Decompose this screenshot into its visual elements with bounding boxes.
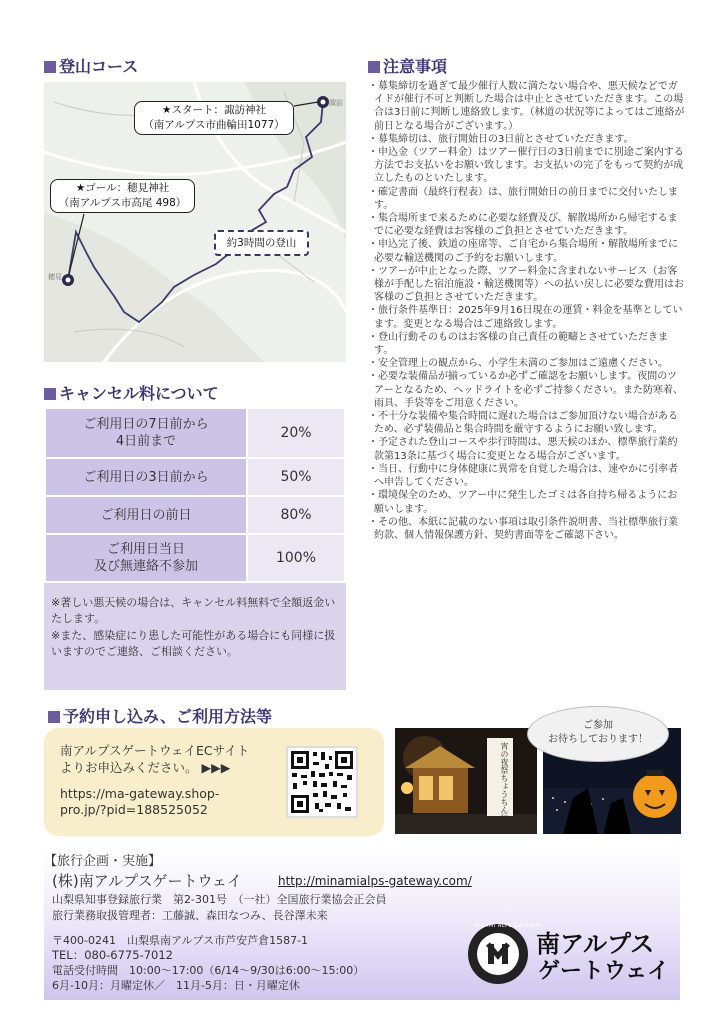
notes-section-title [368,54,447,77]
cancel-period-cell [45,408,247,458]
lantern-text: 宵の夜祭 [500,742,509,774]
reserve-section-title [48,704,272,727]
table-row [45,496,345,534]
list-item: ・予定された登山コースや歩行時間は、悪天候のほか、標準旅行業約款第13条に基づく場合に変更となる場合がございます。 [368,437,678,462]
period-line: ご利用日の3日前から [83,469,209,485]
cancel-note: ※著しい悪天候の場合は、キャンセル料無料で全額返金いたします。 [51,596,336,625]
bullet-square-icon [44,61,56,73]
list-item: ・その他、本紙に記載のない事項は取引条件説明書、当社標準旅行業約款、個人情報保護方針、契約書面等をご確認下さい。 [368,516,678,541]
start-label-box [134,101,294,135]
tel-text[interactable]: TEL：080-6775-7012 [52,948,173,962]
cancel-fee-cell: 100% [247,534,345,582]
period-line: 及び無連絡不参加 [93,559,198,574]
website-link[interactable]: http://minamialps-gateway.com/ [278,874,472,888]
manager-text: 旅行業務取扱管理者：工藤誠、森田なつみ、長谷澤未来 [52,909,328,922]
table-row [45,534,345,582]
bubble-line: お待ちしております！ [548,734,648,745]
notes-title-text: 注意事項 [383,57,448,76]
map-marker-goal-label: 穂見 [48,273,62,281]
company-name: (株)南アルプスゲートウェイ [52,872,242,890]
course-section-title [44,54,138,77]
list-item: ・環境保全のため、ツアー中に発生したゴミは各自持ち帰るようにお願いします。 [368,490,678,515]
list-item: ・確定書面（最終行程表）は、旅行開始日の前日までに交付いたします。 [368,186,678,211]
logo-circle-icon [466,922,530,986]
cancel-fee-cell: 80% [247,496,345,534]
cancel-section-title [44,381,219,404]
map-marker-start-label: 諏訪 [329,99,343,107]
cancel-period-cell [45,534,247,582]
list-item: ・登山行動そのものはお客様の自己責任の範疇とさせていただきます。 [368,331,668,357]
festival-photo-graphic [395,728,537,834]
goal-label: ★ゴール：穂見神社 [75,182,170,194]
logo-text-line: 南アルプス [536,930,655,958]
list-item: ・募集締切は、旅行開始日の3日前とさせていただきます。 [368,133,634,145]
period-line: 4日前まで [115,434,177,449]
festival-photo [395,728,537,834]
list-item: ・安全管理上の観点から、小学生未満のご参加はご遠慮ください。 [368,358,668,370]
period-line: ご利用日当日 [106,542,185,557]
holidays-text: 6月-10月：月曜定休／ 11月-5月：日・月曜定休 [52,979,300,992]
list-item: ・当日、行動中に身体健康に異常を自覚した場合は、速やかに引率者へ申告してください。 [368,463,678,489]
reserve-title-text: 予約申し込み、ご利用方法等 [63,707,272,726]
start-address: （南アルプス市曲輪田1077） [143,119,285,131]
list-item: ・必要な装備品が揃っているか必ずご確認をお願いします。夜間のツアーとなるため、ヘッドライトを必ずご持参ください。また防寒着、雨具、手袋等をご用意ください。 [368,371,683,409]
bubble-line: ご参加 [583,720,613,731]
logo-circle-text: MINAMI ALPS GATEWAY [474,923,542,929]
footer-heading: 【旅行企画・実施】 [44,854,162,869]
company-logo [466,922,681,986]
notes-list [368,80,686,542]
lantern-text: ちょうちん行列 [500,774,509,830]
list-item: ・旅行条件基準日：2025年9月16日現在の運賃・料金を基準としています。変更となる場合はご連絡致します。 [368,305,683,330]
shop-url-link[interactable]: pro.jp/?pid=188525052 [60,802,208,817]
reserve-text-line: 南アルプスゲートウェイECサイト [60,743,250,758]
qr-code-graphic [288,748,356,816]
logo-text-line: ゲートウェイ [538,959,670,984]
list-item: ・申込完了後、鉄道の座席等、ご自宅から集合場所・解散場所までに必要な輸送機関のご予約をお願いします。 [368,239,678,264]
cancel-fee-cell: 50% [247,458,345,496]
bullet-square-icon [368,61,380,73]
reserve-text-line: よりお申込みください。 ▶▶▶ [60,760,231,775]
cancel-period-cell [45,458,247,496]
lantern-banner-text [491,742,509,830]
shop-url-link[interactable]: https://ma-gateway.shop- [60,786,220,801]
course-title-text: 登山コース [59,57,139,76]
cancel-note: ※また、感染症にり患した可能性がある場合にも同様に扱いますのでご連絡、ご相談ください。 [51,629,336,658]
list-item: ・集合場所まで来るために必要な経費及び、解散場所から帰宅するまでに必要な経費はお客様のご負担とさせていただきます。 [368,213,678,238]
bullet-square-icon [44,388,56,400]
registration-text: 山梨県知事登録旅行業 第2-301号 （一社）全国旅行業協会正会員 [52,893,387,906]
course-map [44,82,346,362]
period-line: ご利用日の7日前から [83,417,209,432]
qr-code[interactable] [286,746,358,818]
cancel-fee-table [44,407,346,583]
bullet-square-icon [48,711,60,723]
cancel-notes [51,595,341,661]
address-text: 〒400-0241 山梨県南アルプス市芦安芦倉1587-1 [52,934,309,947]
list-item: ・募集締切を過ぎて最少催行人数に満たない場合や、悪天候などでガイドが催行不可と判断した場合は中止とさせていただきます。この場合は3日前に判断し連絡致します。（林道の状況等によってはご連絡が前日となる場合がございます。） [368,81,685,132]
goal-label-box [50,179,195,213]
start-label: ★スタート：諏訪神社 [162,104,266,116]
cancel-period-cell [45,496,247,534]
table-row [45,458,345,496]
list-item: ・ツアーが中止となった際、ツアー料金に含まれないサービス（お客様が手配した宿泊施設・輸送機関等）への払い戻しに必要な費用はお客様のご負担とさせていただきます。 [368,265,684,304]
duration-label: 約3時間の登山 [214,230,309,256]
table-row [45,408,345,458]
list-item: ・不十分な装備や集合時間に遅れた場合はご参加頂けない場合があるため、必ず装備品と集合時間を厳守するようにお願い致します。 [368,411,678,436]
speech-bubble [527,706,669,762]
goal-address: （南アルプス市高尾 498） [58,197,187,209]
list-item: ・申込金（ツアー料金）はツアー催行日の3日前までに別途ご案内する方法でお支払いをお願い致します。お支払いの完了をもって契約が成立したものといたします。 [368,147,684,185]
hours-text: 電話受付時間 10:00～17:00（6/14～9/30は6:00～15:00） [52,964,365,977]
cancel-title-text: キャンセル料について [59,384,219,403]
cancel-fee-cell: 20% [247,408,345,458]
period-line: ご利用日の前日 [100,507,192,523]
